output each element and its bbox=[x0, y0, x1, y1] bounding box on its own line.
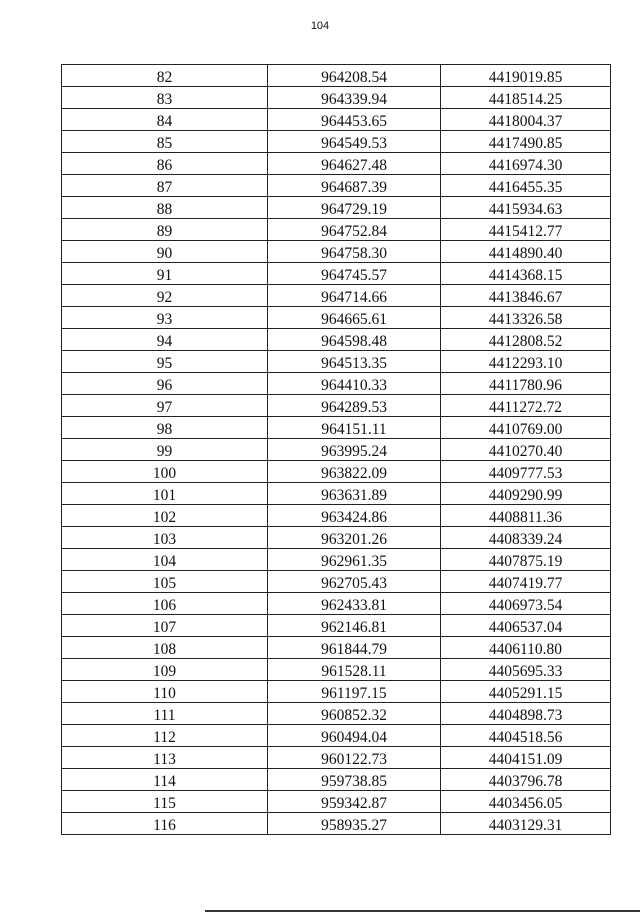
table-row bbox=[62, 219, 611, 241]
table-row bbox=[62, 263, 611, 285]
table-row bbox=[62, 769, 611, 791]
x-coordinate-cell: 962146.81 bbox=[268, 615, 441, 637]
x-coordinate-cell: 963201.26 bbox=[268, 527, 441, 549]
point-number-cell: 104 bbox=[62, 549, 268, 571]
table-row bbox=[62, 725, 611, 747]
point-number-cell: 95 bbox=[62, 351, 268, 373]
x-coordinate-cell: 959738.85 bbox=[268, 769, 441, 791]
table-row bbox=[62, 813, 611, 835]
y-coordinate-cell: 4416974.30 bbox=[441, 153, 611, 175]
point-number-cell: 103 bbox=[62, 527, 268, 549]
point-number-cell: 112 bbox=[62, 725, 268, 747]
table-row bbox=[62, 351, 611, 373]
y-coordinate-cell: 4419019.85 bbox=[441, 65, 611, 87]
y-coordinate-cell: 4415412.77 bbox=[441, 219, 611, 241]
point-number-cell: 87 bbox=[62, 175, 268, 197]
x-coordinate-cell: 960122.73 bbox=[268, 747, 441, 769]
x-coordinate-cell: 963822.09 bbox=[268, 461, 441, 483]
y-coordinate-cell: 4403456.05 bbox=[441, 791, 611, 813]
x-coordinate-cell: 960494.04 bbox=[268, 725, 441, 747]
point-number-cell: 107 bbox=[62, 615, 268, 637]
x-coordinate-cell: 964151.11 bbox=[268, 417, 441, 439]
x-coordinate-cell: 963995.24 bbox=[268, 439, 441, 461]
x-coordinate-cell: 964627.48 bbox=[268, 153, 441, 175]
x-coordinate-cell: 963424.86 bbox=[268, 505, 441, 527]
y-coordinate-cell: 4415934.63 bbox=[441, 197, 611, 219]
table-row bbox=[62, 65, 611, 87]
point-number-cell: 113 bbox=[62, 747, 268, 769]
y-coordinate-cell: 4409290.99 bbox=[441, 483, 611, 505]
point-number-cell: 84 bbox=[62, 109, 268, 131]
table-row bbox=[62, 747, 611, 769]
y-coordinate-cell: 4403129.31 bbox=[441, 813, 611, 835]
x-coordinate-cell: 960852.32 bbox=[268, 703, 441, 725]
y-coordinate-cell: 4408339.24 bbox=[441, 527, 611, 549]
point-number-cell: 105 bbox=[62, 571, 268, 593]
point-number-cell: 102 bbox=[62, 505, 268, 527]
table-row bbox=[62, 329, 611, 351]
point-number-cell: 98 bbox=[62, 417, 268, 439]
point-number-cell: 93 bbox=[62, 307, 268, 329]
y-coordinate-cell: 4407875.19 bbox=[441, 549, 611, 571]
point-number-cell: 83 bbox=[62, 87, 268, 109]
table-row bbox=[62, 87, 611, 109]
table-row bbox=[62, 153, 611, 175]
point-number-cell: 99 bbox=[62, 439, 268, 461]
point-number-cell: 101 bbox=[62, 483, 268, 505]
point-number-cell: 89 bbox=[62, 219, 268, 241]
table-row bbox=[62, 681, 611, 703]
y-coordinate-cell: 4407419.77 bbox=[441, 571, 611, 593]
x-coordinate-cell: 964289.53 bbox=[268, 395, 441, 417]
y-coordinate-cell: 4417490.85 bbox=[441, 131, 611, 153]
point-number-cell: 114 bbox=[62, 769, 268, 791]
table-row bbox=[62, 417, 611, 439]
y-coordinate-cell: 4410270.40 bbox=[441, 439, 611, 461]
table-row bbox=[62, 549, 611, 571]
y-coordinate-cell: 4404898.73 bbox=[441, 703, 611, 725]
x-coordinate-cell: 962433.81 bbox=[268, 593, 441, 615]
y-coordinate-cell: 4405695.33 bbox=[441, 659, 611, 681]
y-coordinate-cell: 4404518.56 bbox=[441, 725, 611, 747]
table-row bbox=[62, 131, 611, 153]
point-number-cell: 100 bbox=[62, 461, 268, 483]
x-coordinate-cell: 964410.33 bbox=[268, 373, 441, 395]
table-row bbox=[62, 439, 611, 461]
table-row bbox=[62, 241, 611, 263]
x-coordinate-cell: 958935.27 bbox=[268, 813, 441, 835]
point-number-cell: 91 bbox=[62, 263, 268, 285]
y-coordinate-cell: 4412808.52 bbox=[441, 329, 611, 351]
table-row bbox=[62, 659, 611, 681]
y-coordinate-cell: 4414368.15 bbox=[441, 263, 611, 285]
y-coordinate-cell: 4406537.04 bbox=[441, 615, 611, 637]
x-coordinate-cell: 959342.87 bbox=[268, 791, 441, 813]
x-coordinate-cell: 964729.19 bbox=[268, 197, 441, 219]
y-coordinate-cell: 4411272.72 bbox=[441, 395, 611, 417]
table-row bbox=[62, 109, 611, 131]
table-row bbox=[62, 703, 611, 725]
point-number-cell: 106 bbox=[62, 593, 268, 615]
y-coordinate-cell: 4409777.53 bbox=[441, 461, 611, 483]
page-number: 104 bbox=[310, 20, 330, 32]
x-coordinate-cell: 961844.79 bbox=[268, 637, 441, 659]
table-row bbox=[62, 175, 611, 197]
y-coordinate-cell: 4413326.58 bbox=[441, 307, 611, 329]
point-number-cell: 85 bbox=[62, 131, 268, 153]
point-number-cell: 86 bbox=[62, 153, 268, 175]
point-number-cell: 116 bbox=[62, 813, 268, 835]
table-row bbox=[62, 615, 611, 637]
table-row bbox=[62, 593, 611, 615]
table-row bbox=[62, 461, 611, 483]
x-coordinate-cell: 962705.43 bbox=[268, 571, 441, 593]
y-coordinate-cell: 4413846.67 bbox=[441, 285, 611, 307]
y-coordinate-cell: 4403796.78 bbox=[441, 769, 611, 791]
y-coordinate-cell: 4418514.25 bbox=[441, 87, 611, 109]
y-coordinate-cell: 4406973.54 bbox=[441, 593, 611, 615]
x-coordinate-cell: 962961.35 bbox=[268, 549, 441, 571]
x-coordinate-cell: 964752.84 bbox=[268, 219, 441, 241]
x-coordinate-cell: 964513.35 bbox=[268, 351, 441, 373]
table-row bbox=[62, 483, 611, 505]
x-coordinate-cell: 964687.39 bbox=[268, 175, 441, 197]
table-row bbox=[62, 285, 611, 307]
x-coordinate-cell: 964208.54 bbox=[268, 65, 441, 87]
table-row bbox=[62, 527, 611, 549]
point-number-cell: 90 bbox=[62, 241, 268, 263]
point-number-cell: 94 bbox=[62, 329, 268, 351]
coordinates-table bbox=[61, 64, 611, 835]
x-coordinate-cell: 964665.61 bbox=[268, 307, 441, 329]
x-coordinate-cell: 964745.57 bbox=[268, 263, 441, 285]
x-coordinate-cell: 963631.89 bbox=[268, 483, 441, 505]
x-coordinate-cell: 964758.30 bbox=[268, 241, 441, 263]
y-coordinate-cell: 4411780.96 bbox=[441, 373, 611, 395]
y-coordinate-cell: 4410769.00 bbox=[441, 417, 611, 439]
table-row bbox=[62, 307, 611, 329]
y-coordinate-cell: 4406110.80 bbox=[441, 637, 611, 659]
x-coordinate-cell: 961197.15 bbox=[268, 681, 441, 703]
point-number-cell: 108 bbox=[62, 637, 268, 659]
y-coordinate-cell: 4405291.15 bbox=[441, 681, 611, 703]
point-number-cell: 97 bbox=[62, 395, 268, 417]
point-number-cell: 115 bbox=[62, 791, 268, 813]
y-coordinate-cell: 4418004.37 bbox=[441, 109, 611, 131]
point-number-cell: 96 bbox=[62, 373, 268, 395]
table-row bbox=[62, 505, 611, 527]
point-number-cell: 88 bbox=[62, 197, 268, 219]
table-row bbox=[62, 791, 611, 813]
point-number-cell: 109 bbox=[62, 659, 268, 681]
table-row bbox=[62, 197, 611, 219]
y-coordinate-cell: 4408811.36 bbox=[441, 505, 611, 527]
x-coordinate-cell: 964714.66 bbox=[268, 285, 441, 307]
x-coordinate-cell: 964453.65 bbox=[268, 109, 441, 131]
y-coordinate-cell: 4414890.40 bbox=[441, 241, 611, 263]
y-coordinate-cell: 4404151.09 bbox=[441, 747, 611, 769]
point-number-cell: 92 bbox=[62, 285, 268, 307]
point-number-cell: 111 bbox=[62, 703, 268, 725]
table-row bbox=[62, 373, 611, 395]
page-bottom-divider bbox=[205, 910, 640, 912]
point-number-cell: 110 bbox=[62, 681, 268, 703]
coordinates-table-body bbox=[62, 65, 611, 835]
y-coordinate-cell: 4412293.10 bbox=[441, 351, 611, 373]
table-row bbox=[62, 395, 611, 417]
x-coordinate-cell: 961528.11 bbox=[268, 659, 441, 681]
x-coordinate-cell: 964549.53 bbox=[268, 131, 441, 153]
x-coordinate-cell: 964339.94 bbox=[268, 87, 441, 109]
x-coordinate-cell: 964598.48 bbox=[268, 329, 441, 351]
y-coordinate-cell: 4416455.35 bbox=[441, 175, 611, 197]
point-number-cell: 82 bbox=[62, 65, 268, 87]
table-row bbox=[62, 637, 611, 659]
table-row bbox=[62, 571, 611, 593]
